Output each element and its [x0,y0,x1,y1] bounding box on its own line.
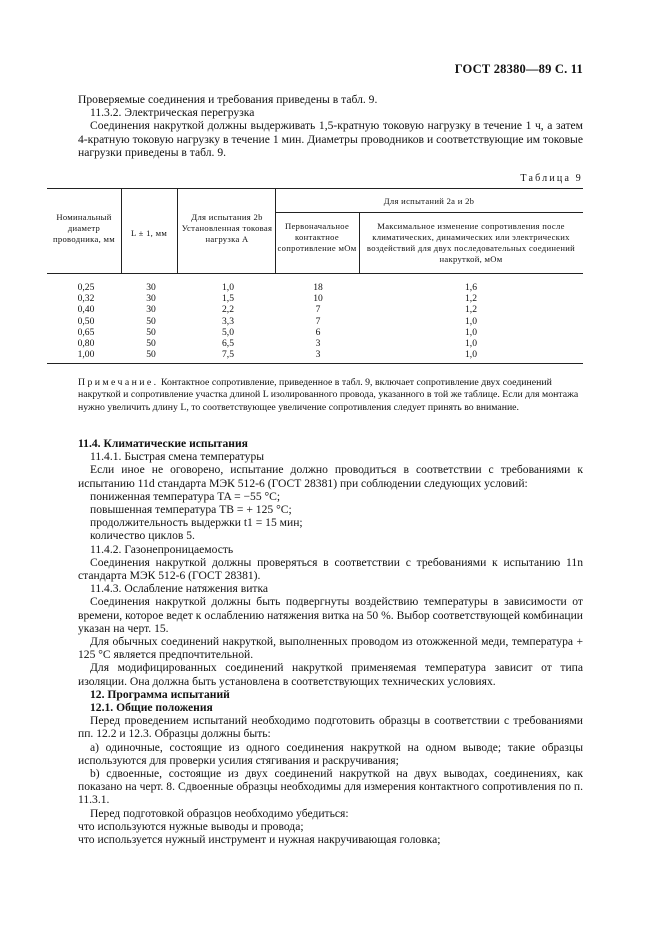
table-cell: 0,65 [77,326,95,338]
column-max-change [451,282,491,360]
page-header [0,62,583,77]
column-initial-resistance [301,282,335,360]
table-9 [47,188,583,364]
table-cell: 1,5 [222,293,234,305]
table-cell: 7 [315,304,321,316]
subsection-heading: 11.4.2. Газонепроницаемость [90,542,234,556]
subsection-heading: 12.1. Общие положения [90,701,213,715]
list-item: b) сдвоенные, состоящие из двух соединений накруткой на двух выводах, соединениях, как показано на черт. 8. Сдвоенные образцы необходимы для измерения контактного сопротивления по п. 11.3.1. [78,767,583,807]
condition-item: количество циклов 5. [90,529,195,543]
header-current: Для испытания 2b Установленная токовая нагрузка А [181,212,273,244]
table-cell: 1,0 [465,315,477,327]
paragraph: Для обычных соединений накруткой, выполненных проводом из отожженной меди, температура + 125 °C является предпочтительной. [78,635,583,662]
table-cell: 0,25 [77,282,95,293]
table-cell: 10 [313,293,323,305]
table-cell: 1,0 [465,349,477,361]
table-cell: 3 [315,349,321,361]
note-label: Примечание. [78,377,159,388]
table-cell: 1,0 [465,338,477,350]
table-cell: 5,0 [222,326,234,338]
table-cell: 6,5 [222,338,234,350]
paragraph: Перед проведением испытаний необходимо подготовить образцы в соответствии с требованиями пп. 12.2 и 12.3. Образцы должны быть: [78,714,583,741]
table-cell: 1,6 [465,282,477,293]
section-heading: 11.4. Климатические испытания [78,437,248,450]
table-cell: 3,3 [222,315,234,327]
paragraph: Соединения накруткой должны быть подвергнуты воздействию температуры в зависимости от времени, которое ведет к ослаблению натяжения витка на 50 %. Выбор соответствующей комбинации указан на черт. 15. [78,595,583,635]
section-heading: 12. Программа испытаний [90,687,230,701]
table-cell: 1,0 [465,326,477,338]
section-body [78,437,583,846]
subsection-heading: 11.4.1. Быстрая смена температуры [90,450,265,464]
table-cell: 0,80 [77,338,95,350]
header-initial-resistance: Первоначальное контактное сопротивление мОм [277,221,357,253]
table-cell: 6 [315,326,321,338]
table-cell: 7,5 [222,349,234,361]
list-item: а) одиночные, состоящие из одного соединения накруткой на одном выводе; такие образцы используются для проверки усилия стягивания и раскручивания; [78,740,583,767]
paragraph: Для модифицированных соединений накруткой применяемая температура зависит от типа изоляции. Она должна быть установлена в соответствующих технических условиях. [78,661,583,688]
table-cell: 30 [146,293,156,305]
intro-block [78,93,583,159]
table-cell: 3 [315,338,321,350]
table-cell: 30 [146,304,156,316]
table-cell: 0,50 [77,315,95,327]
table-cell: 18 [313,282,323,293]
table-cell: 2,2 [222,304,234,316]
column-length [136,282,166,360]
subsection-heading: 11.4.3. Ослабление натяжения витка [90,582,269,596]
document-title: ГОСТ 28380—89 С. 11 [454,62,583,76]
column-current [210,282,246,360]
table-cell: 1,0 [222,282,234,293]
condition-item: повышенная температура TB = + 125 °C; [90,503,292,517]
table-label: Таблица 9 [520,173,583,184]
table-cell: 7 [315,315,321,327]
note-text: Контактное сопротивление, приведенное в табл. 9, включает сопротивление двух соединений накруткой и сопротивление участка длиной L изолированного провода, указанного в той же таблице. Если для монтажа нужно увеличить длину L, то соответствующее увеличение сопротивления следует принять во внимание. [78,377,579,413]
table-cell: 0,40 [77,304,95,316]
paragraph: Соединения накруткой должны проверяться в соответствии с требованиями к испытанию 11n стандарта МЭК 512-6 (ГОСТ 28381). [78,555,583,583]
table-cell: 1,00 [77,349,95,361]
header-diameter: Номинальный диаметр проводника, мм [52,212,116,244]
header-length: L ± 1, мм [130,228,168,238]
subsection-heading: 11.3.2. Электрическая перегрузка [90,106,255,120]
list-item: что используются нужные выводы и провода; [78,819,304,833]
table-note [78,377,583,414]
table-cell: 30 [146,282,156,293]
header-group: Для испытаний 2а и 2b [383,196,475,206]
table-cell: 1,2 [465,304,477,316]
condition-item: продолжительность выдержки t1 = 15 мин; [90,516,303,530]
condition-item: пониженная температура TA = −55 °C; [90,489,281,503]
table-cell: 50 [146,338,156,350]
table-cell: 50 [146,349,156,361]
header-max-change: Максимальное изменение сопротивления после климатических, динамических или электрических воздействий для двух последовательных соединений накруткой, мОм [366,221,576,264]
list-item: что используется нужный инструмент и нужная накручивающая головка; [78,833,441,847]
paragraph: Перед подготовкой образцов необходимо убедиться: [90,806,349,820]
intro-paragraph: Соединения накруткой должны выдерживать 1,5-кратную токовую нагрузку в течение 1 ч, а затем 4-кратную токовую нагрузку в течение 1 мин. Диаметры проводников и соответствующие им токовые нагрузки приведены в табл. 9. [78,119,583,159]
table-cell: 50 [146,315,156,327]
intro-line: Проверяемые соединения и требования приведены в табл. 9. [78,93,378,106]
table-cell: 1,2 [465,293,477,305]
table-cell: 0,32 [77,293,95,305]
table-cell: 50 [146,326,156,338]
paragraph: Если иное не оговорено, испытание должно проводиться в соответствии с требованиями к испытанию 11d стандарта МЭК 512-6 (ГОСТ 28381) при соблюдении следующих условий: [78,463,583,490]
column-diameter [71,282,101,360]
